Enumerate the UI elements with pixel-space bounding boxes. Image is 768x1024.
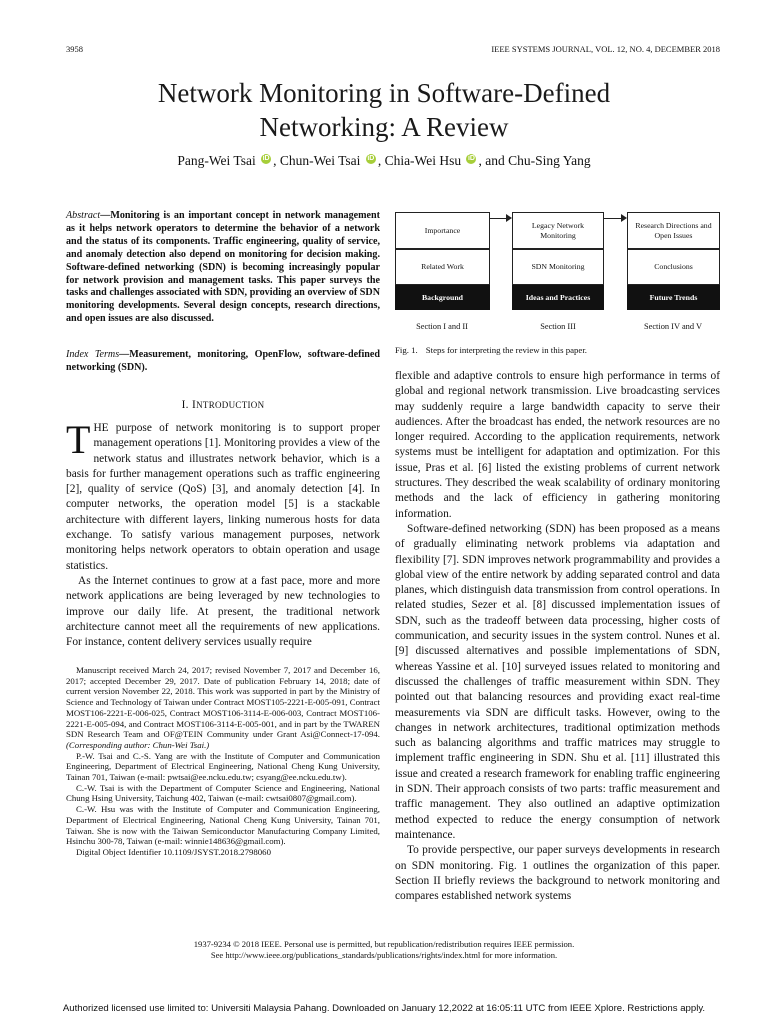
footnote-affiliation-1: P.-W. Tsai and C.-S. Yang are with the Institute of Computer and Communication Engineering, Department of Electrical Engineering, National Cheng Kung University, Tainan 701, Taiwan (e-mail: pwtsai@ee.ncku.edu.tw; csyang@ee.ncku.edu.tw). (66, 750, 380, 783)
orcid-icon[interactable]: iD (367, 154, 375, 162)
author-list (0, 153, 768, 169)
author-3[interactable]: , Chia-Wei Hsu (377, 153, 462, 168)
right-paragraph-3: To provide perspective, our paper surveys developments in research on SDN monitoring. Fig. 1 outlines the organization of this paper. Section II briefly reviews the background to network monitoring and compares established network systems (395, 844, 720, 903)
abstract-label: Abstract (66, 210, 101, 221)
intro-paragraph-1: HE purpose of network monitoring is to support proper management operations [1]. Monitoring provides a view of the network status and illustrates network behavior, which is a basis for further management operations such as traffic engineering [2], quality of service (QoS) [3], and anomaly detection [4]. In computer networks, the operation model [5] is a stackable architecture with different layers, linking numerous hosts for data exchange. To satisfy various management purposes, network monitoring helps network operators to obtain operation and usage statistics. (66, 422, 380, 572)
right-column-body (395, 369, 720, 904)
intro-paragraph-2: As the Internet continues to grow at a fast pace, more and more network applications are being leveraged by new technologies to improve our daily life. At present, the traditional network architecture cannot meet all the requirements of new applications. For instance, content delivery services usually require (66, 574, 380, 649)
drop-cap: T (66, 417, 91, 462)
index-terms-text: —Measurement, monitoring, OpenFlow, software-defined networking (SDN). (66, 349, 380, 373)
section-heading-rest: NTRODUCTION (196, 400, 265, 410)
section-label-2: Section III (540, 322, 576, 331)
authorized-use-notice: Authorized licensed use limited to: Universiti Malaysia Pahang. Downloaded on January 12,2022 at 16:05:11 UTC from IEEE Xplore. Restrictions apply. (62, 1003, 706, 1014)
section-label-3: Section IV and V (643, 322, 703, 331)
left-column-body (66, 417, 380, 650)
abstract-text: —Monitoring is an important concept in network management as it helps network operators to determine the behavior of a network and the status of its components. Traffic engineering, quality of service, and anomaly detection also depend on monitoring for decision making. Software-defined networking (SDN) is becoming increasingly popular for network provision and management tasks. This paper surveys the tasks and challenges associated with SDN, providing an overview of SDN monitoring developments. Several design concepts, research directions, and open issues are also discussed. (66, 210, 380, 325)
box-conclusions: Conclusions (627, 249, 720, 285)
journal-header: IEEE SYSTEMS JOURNAL, VOL. 12, NO. 4, DECEMBER 2018 (491, 44, 720, 54)
box-legacy-network-monitoring: Legacy Network Monitoring (512, 212, 604, 249)
footnote-manuscript: Manuscript received March 24, 2017; revised November 7, 2017 and December 16, 2017; accepted December 29, 2017. Date of publication February 14, 2018; date of current version November 22, 2018. This work was supported in part by the Ministry of Science and Technology of Taiwan under Contract MOST105-2221-E-005-091, Contract MOST106-2221-E-006-025, Contract MOST106-3114-E-006-003, Contract MOST106-2221-E-005-094, and Contract MOST106-3114-E-005-001, and in part by the TWAREN SDN Research Team and OF@TEIN Community under Grant Asi@Connect-17-094. (Corresponding author: Chun-Wei Tsai.) (66, 665, 380, 750)
box-importance: Importance (395, 212, 490, 249)
box-research-directions: Research Directions and Open Issues (627, 212, 720, 249)
box-background: Background (395, 285, 490, 310)
paper-title (0, 76, 768, 144)
title-line-1: Network Monitoring in Software-Defined (157, 78, 611, 108)
arrow-line (490, 218, 506, 219)
box-ideas-and-practices: Ideas and Practices (512, 285, 604, 310)
box-future-trends: Future Trends (627, 285, 720, 310)
index-terms-label: Index Terms (66, 349, 120, 360)
doi[interactable]: Digital Object Identifier 10.1109/JSYST.2018.2798060 (76, 846, 271, 857)
figure-1-caption (395, 345, 587, 355)
page-number: 3958 (66, 44, 83, 54)
figure-1-diagram (395, 212, 720, 340)
arrow-head (506, 214, 512, 222)
footnote-affiliation-3: C.-W. Hsu was with the Institute of Computer and Communication Engineering, Department of Electrical Engineering, National Cheng Kung University, Tainan 701, Taiwan. She is now with the Taiwan Semiconductor Manufacturing Company Limited, Hsinchu 300-78, Taiwan (e-mail: winnie148636@gmail.com). (66, 804, 380, 847)
corresponding-author: (Corresponding author: Chun-Wei Tsai.) (66, 739, 210, 750)
section-heading-initial: I (192, 399, 197, 411)
footnotes (66, 665, 380, 858)
copyright-line-1: 1937-9234 © 2018 IEEE. Personal use is permitted, but republication/redistribution requires IEEE permission. (193, 939, 575, 949)
index-terms (66, 349, 380, 375)
right-paragraph-1: flexible and adaptive controls to ensure high performance in terms of global and regional network transmission. Live broadcasting services may suddenly require a large bandwidth capacity to serve their audiences. After the broadcast has ended, the network resources are no longer required. According to the application requirements, network systems must be intelligent for adaptation and optimization. For this issue, Pras et al. [6] listed the existing problems of current network structures. They described the weak scalability of ordinary monitoring methods and the lack of efficiency in gathering monitoring information. (395, 370, 720, 520)
section-label-1: Section I and II (416, 322, 468, 331)
copyright-line-2[interactable]: See http://www.ieee.org/publications_standards/publications/rights/index.html for more information. (210, 950, 558, 960)
author-2[interactable]: , Chun-Wei Tsai (273, 153, 361, 168)
orcid-icon[interactable]: iD (262, 154, 270, 162)
copyright-notice (0, 939, 768, 961)
box-related-work: Related Work (395, 249, 490, 285)
section-heading-introduction (66, 399, 380, 411)
abstract (66, 210, 380, 326)
right-paragraph-2: Software-defined networking (SDN) has been proposed as a means of gradually eliminating network problems via adaptation and flexibility [7]. SDN improves network programmability and provides a global view of the entire network by adding separated control and data planes, which distinguish data transmission from control operations. In related studies, Sezer et al. [8] discussed implementation issues of SDN, such as the tradeoff between data processing, higher costs of communication, and security issues in the system control. Nunes et al. [9] discussed alternatives and possible implementations of SDN, whereas Yassine et al. [10] surveyed issues related to monitoring and discussed the challenges of traffic measurement within SDN. They pointed out that balancing resources and providing exact real-time measurements via SDN are difficult tasks. However, owing to the changes in network architectures, traditional optimization methods such as balancing algorithms and traffic matrices may struggle to implement traffic engineering in SDN. Shu et al. [11] illustrated this issue and created a research framework for enabling traffic engineering in SDN. Their approach consists of two parts: traffic measurement and traffic management. They also outlined an adaptive optimization method expected to reduce the energy consumption of network maintenance. (395, 522, 720, 841)
section-numeral: I. (181, 399, 189, 411)
figure-caption-label: Fig. 1. (395, 345, 418, 355)
orcid-icon[interactable]: iD (467, 154, 475, 162)
box-sdn-monitoring: SDN Monitoring (512, 249, 604, 285)
figure-caption-text: Steps for interpreting the review in this paper. (425, 345, 587, 355)
author-4: , and Chu-Sing Yang (478, 153, 591, 168)
arrow-head (621, 214, 627, 222)
arrow-line (604, 218, 621, 219)
footnote-affiliation-2: C.-W. Tsai is with the Department of Computer Science and Engineering, National Chung Hsing University, Taichung 402, Taiwan (e-mail: cwtsai0807@gmail.com). (66, 782, 380, 804)
author-1[interactable]: Pang-Wei Tsai (177, 153, 256, 168)
title-line-2: Networking: A Review (259, 112, 509, 142)
